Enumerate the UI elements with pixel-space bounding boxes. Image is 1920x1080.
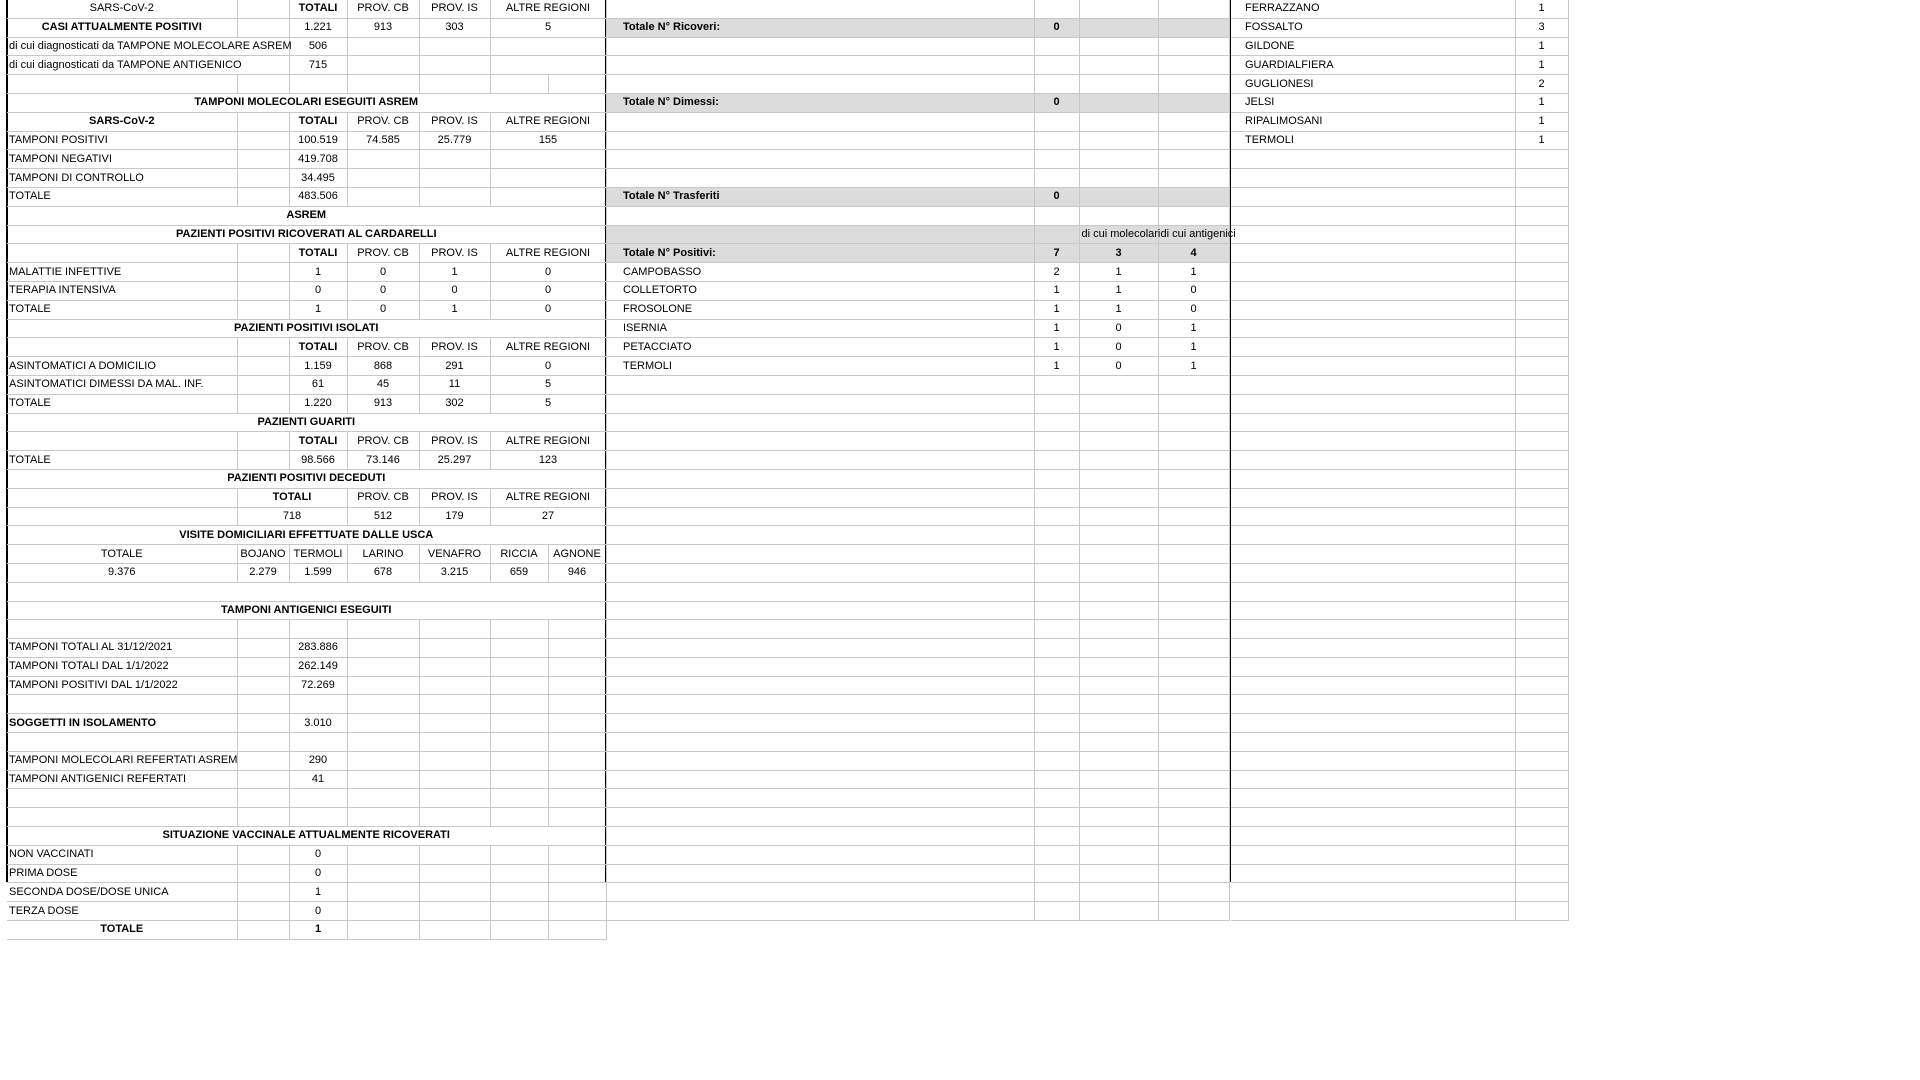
col-totali: TOTALI [289,432,347,451]
col-cb: PROV. CB [347,488,419,507]
vaccinale-totale-row [7,921,606,940]
isolamento-value: 3.010 [289,714,347,733]
vaccinale-row-value: 0 [289,864,347,883]
visite-header-cell: RICCIA [490,545,548,564]
positivi-comune: ISERNIA [607,319,1034,338]
col-totali: TOTALI [289,338,347,357]
cut-totali: TOTALI [289,0,347,18]
right-value: 1 [1515,56,1568,75]
ricoverati-row-altre: 0 [490,300,606,319]
table-row [607,338,1229,357]
positivi-tot: 1 [1034,319,1079,338]
visite-header-cell: AGNONE [548,545,606,564]
tamponi-row-label: TOTALE [7,187,237,206]
isolati-row-is: 291 [419,357,490,376]
refertati-row-value: 290 [289,751,347,770]
isolati-row-is: 302 [419,394,490,413]
ricoverati-header-row [7,244,606,263]
isolati-row-label: ASINTOMATICI DIMESSI DA MAL. INF. [7,375,237,394]
ricoverati-row-cb: 0 [347,263,419,282]
table-row [7,357,606,376]
right-comune: GILDONE [1231,37,1515,56]
tamponi-mol-title-row [7,93,606,112]
molecolare-value: 506 [289,37,347,56]
tamponi-row-label: TAMPONI POSITIVI [7,131,237,150]
isolamento-row [7,714,606,733]
molecolare-row [7,37,606,56]
visite-value-cell: 9.376 [7,563,237,582]
tamponi-header-totali: TOTALI [289,112,347,131]
positivi-tot: 1 [1034,300,1079,319]
ricoverati-row-altre: 0 [490,281,606,300]
isolati-row-altre: 5 [490,394,606,413]
deceduti-title-row [7,469,606,488]
col-is: PROV. IS [419,488,490,507]
list-item [1231,18,1568,37]
deceduti-is: 179 [419,507,490,526]
middle-panel [607,0,1236,882]
cut-is: PROV. IS [419,0,490,18]
refertati-row-label: TAMPONI MOLECOLARI REFERTATI ASREM [7,751,237,770]
col-altre: ALTRE REGIONI [490,338,606,357]
visite-value-cell: 1.599 [289,563,347,582]
ricoverati-row-is: 1 [419,263,490,282]
trasferiti-label: Totale N° Trasferiti [607,187,1034,206]
antigenici-row-label: TAMPONI TOTALI AL 31/12/2021 [7,639,237,658]
table-row [7,845,606,864]
vaccinale-totale-label: TOTALE [7,921,237,940]
tamponi-row-totali: 419.708 [289,150,347,169]
tamponi-header-cb: PROV. CB [347,112,419,131]
visite-values-row [7,563,606,582]
antigenico-row [7,56,606,75]
guariti-title-row [7,413,606,432]
positivi-ant-cell: 1 [1158,319,1229,338]
table-row [7,394,606,413]
positivi-mol-cell: 0 [1079,319,1158,338]
table-row [7,451,606,470]
right-comune: FOSSALTO [1231,18,1515,37]
left-sheet-table [7,0,607,940]
positivi-comune: COLLETORTO [607,281,1034,300]
positivi-mol-cell: 1 [1079,263,1158,282]
col-is: PROV. IS [419,244,490,263]
casi-altre: 5 [490,18,606,37]
positivi-value: 7 [1034,244,1079,263]
list-item [1231,75,1568,94]
positivi-ant: 4 [1158,244,1229,263]
list-item [1231,112,1568,131]
vaccinale-row-label: NON VACCINATI [7,845,237,864]
ricoverati-row-cb: 0 [347,300,419,319]
ricoveri-row [607,18,1229,37]
table-row [7,131,606,150]
table-row [7,169,606,188]
tamponi-row-is: 25.779 [419,131,490,150]
col-cb: PROV. CB [347,244,419,263]
table-row [7,770,606,789]
tamponi-row-altre: 155 [490,131,606,150]
positivi-subheader-row [607,225,1229,244]
visite-title: VISITE DOMICILIARI EFFETTUATE DALLE USCA [7,526,606,545]
positivi-comune: FROSOLONE [607,300,1034,319]
positivi-mol-cell: 0 [1079,357,1158,376]
right-value: 3 [1515,18,1568,37]
positivi-tot: 1 [1034,357,1079,376]
casi-label: CASI ATTUALMENTE POSITIVI [7,18,237,37]
table-row [607,263,1229,282]
table-row [607,357,1229,376]
antigenici-row-value: 262.149 [289,657,347,676]
vaccinale-row-value: 1 [289,883,347,902]
tamponi-row-cb: 74.585 [347,131,419,150]
deceduti-totali: 718 [237,507,347,526]
right-value: 1 [1515,93,1568,112]
table-row [7,902,606,921]
right-comune: GUGLIONESI [1231,75,1515,94]
ricoverati-title: PAZIENTI POSITIVI RICOVERATI AL CARDARELLI [7,225,606,244]
cut-altre: ALTRE REGIONI [490,0,606,18]
tamponi-header-is: PROV. IS [419,112,490,131]
right-cut-row [1231,0,1568,18]
isolati-row-totali: 61 [289,375,347,394]
ricoverati-row-totali: 1 [289,263,347,282]
positivi-tot: 1 [1034,281,1079,300]
positivi-row [607,244,1229,263]
tamponi-row-totali: 483.506 [289,187,347,206]
table-row [7,187,606,206]
ricoverati-title-row [7,225,606,244]
col-cb: PROV. CB [347,338,419,357]
right-comune: RIPALIMOSANI [1231,112,1515,131]
right-value: 2 [1515,75,1568,94]
guariti-row-label: TOTALE [7,451,237,470]
col-cb: PROV. CB [347,432,419,451]
casi-totali: 1.221 [289,18,347,37]
vaccinale-row-label: SECONDA DOSE/DOSE UNICA [7,883,237,902]
visite-value-cell: 659 [490,563,548,582]
antigenici-title: TAMPONI ANTIGENICI ESEGUITI [7,601,606,620]
list-item [1231,56,1568,75]
molecolare-label: di cui diagnosticati da TAMPONE MOLECOLARE ASREM [7,37,289,56]
visite-header-cell: BOJANO [237,545,289,564]
refertati-row-label: TAMPONI ANTIGENICI REFERTATI [7,770,237,789]
table-row [7,676,606,695]
tamponi-row-label: TAMPONI NEGATIVI [7,150,237,169]
cut-cb: PROV. CB [347,0,419,18]
col-is: PROV. IS [419,432,490,451]
isolati-title-row [7,319,606,338]
table-row [7,751,606,770]
vaccinale-row-label: TERZA DOSE [7,902,237,921]
ricoverati-row-is: 0 [419,281,490,300]
left-panel [7,0,606,936]
right-cut-comune: FERRAZZANO [1231,0,1515,18]
positivi-ant-cell: 1 [1158,338,1229,357]
vaccinale-title: SITUAZIONE VACCINALE ATTUALMENTE RICOVERATI [7,827,606,846]
positivi-ant-cell: 1 [1158,357,1229,376]
right-cut-value: 1 [1515,0,1568,18]
visite-header-cell: VENAFRO [419,545,490,564]
col-molecolari: di cui molecolari [1079,225,1158,244]
positivi-tot: 1 [1034,338,1079,357]
positivi-ant-cell: 1 [1158,263,1229,282]
isolati-row-cb: 45 [347,375,419,394]
positivi-mol-cell: 1 [1079,300,1158,319]
antigenici-row-value: 283.886 [289,639,347,658]
table-row [7,281,606,300]
positivi-ant-cell: 0 [1158,300,1229,319]
isolati-title: PAZIENTI POSITIVI ISOLATI [7,319,606,338]
table-row [7,375,606,394]
table-row [7,639,606,658]
vaccinale-totale-value: 1 [289,921,347,940]
isolati-row-label: ASINTOMATICI A DOMICILIO [7,357,237,376]
visite-value-cell: 946 [548,563,606,582]
col-totali: TOTALI [237,488,347,507]
visite-header-cell: TERMOLI [289,545,347,564]
table-row [7,507,606,526]
list-item [1231,93,1568,112]
asrem-row [7,206,606,225]
right-panel [1231,0,1568,882]
right-sheet-table [1231,0,1569,921]
isolati-row-totali: 1.220 [289,394,347,413]
vaccinale-title-row [7,827,606,846]
guariti-header-row [7,432,606,451]
visite-value-cell: 678 [347,563,419,582]
visite-value-cell: 2.279 [237,563,289,582]
deceduti-cb: 512 [347,507,419,526]
guariti-title: PAZIENTI GUARITI [7,413,606,432]
right-value: 1 [1515,131,1568,150]
tamponi-header-row [7,112,606,131]
guariti-row-is: 25.297 [419,451,490,470]
visite-header-cell: LARINO [347,545,419,564]
right-comune: JELSI [1231,93,1515,112]
col-totali: TOTALI [289,244,347,263]
isolati-row-cb: 868 [347,357,419,376]
positivi-mol-cell: 1 [1079,281,1158,300]
visite-header-cell: TOTALE [7,545,237,564]
isolati-header-row [7,338,606,357]
isolamento-label: SOGGETTI IN ISOLAMENTO [7,714,237,733]
table-row [7,883,606,902]
tamponi-header-label: SARS-CoV-2 [7,112,237,131]
middle-sheet-table [607,0,1236,921]
ricoverati-row-totali: 0 [289,281,347,300]
dimessi-row [607,93,1229,112]
ricoveri-value: 0 [1034,18,1079,37]
isolati-row-cb: 913 [347,394,419,413]
vaccinale-row-value: 0 [289,845,347,864]
isolati-row-altre: 0 [490,357,606,376]
ricoverati-row-label: TOTALE [7,300,237,319]
col-is: PROV. IS [419,338,490,357]
isolati-row-totali: 1.159 [289,357,347,376]
casi-cb: 913 [347,18,419,37]
col-altre: ALTRE REGIONI [490,432,606,451]
table-row [607,300,1229,319]
positivi-comune: TERMOLI [607,357,1034,376]
list-item [1231,37,1568,56]
table-row [607,281,1229,300]
cut-header-row [7,0,606,18]
table-row [7,864,606,883]
table-row [7,657,606,676]
trasferiti-row [607,187,1229,206]
list-item [1231,131,1568,150]
positivi-ant-cell: 0 [1158,281,1229,300]
antigenico-label: di cui diagnosticati da TAMPONE ANTIGENICO [7,56,289,75]
table-row [7,150,606,169]
visite-header-row [7,545,606,564]
ricoverati-row-is: 1 [419,300,490,319]
casi-is: 303 [419,18,490,37]
deceduti-title: PAZIENTI POSITIVI DECEDUTI [7,469,606,488]
right-value: 1 [1515,37,1568,56]
asrem-label: ASREM [7,206,606,225]
guariti-row-altre: 123 [490,451,606,470]
ricoveri-label: Totale N° Ricoveri: [607,18,1034,37]
positivi-label: Totale N° Positivi: [607,244,1034,263]
refertati-row-value: 41 [289,770,347,789]
positivi-mol: 3 [1079,244,1158,263]
tamponi-row-label: TAMPONI DI CONTROLLO [7,169,237,188]
isolati-row-is: 11 [419,375,490,394]
vaccinale-row-label: PRIMA DOSE [7,864,237,883]
right-comune: GUARDIALFIERA [1231,56,1515,75]
guariti-row-totali: 98.566 [289,451,347,470]
tamponi-header-altre: ALTRE REGIONI [490,112,606,131]
guariti-row-cb: 73.146 [347,451,419,470]
ricoverati-row-totali: 1 [289,300,347,319]
antigenico-value: 715 [289,56,347,75]
positivi-mol-cell: 0 [1079,338,1158,357]
col-altre: ALTRE REGIONI [490,488,606,507]
antigenici-row-label: TAMPONI POSITIVI DAL 1/1/2022 [7,676,237,695]
antigenici-row-value: 72.269 [289,676,347,695]
dimessi-label: Totale N° Dimessi: [607,93,1034,112]
isolati-row-label: TOTALE [7,394,237,413]
trasferiti-value: 0 [1034,187,1079,206]
deceduti-header-row [7,488,606,507]
deceduti-altre: 27 [490,507,606,526]
antigenici-title-row [7,601,606,620]
ricoverati-row-cb: 0 [347,281,419,300]
positivi-tot: 2 [1034,263,1079,282]
antigenici-row-label: TAMPONI TOTALI DAL 1/1/2022 [7,657,237,676]
right-comune: TERMOLI [1231,131,1515,150]
col-altre: ALTRE REGIONI [490,244,606,263]
visite-value-cell: 3.215 [419,563,490,582]
cut-label: SARS-CoV-2 [7,0,237,18]
visite-title-row [7,526,606,545]
tamponi-row-totali: 34.495 [289,169,347,188]
dimessi-value: 0 [1034,93,1079,112]
tamponi-mol-title: TAMPONI MOLECOLARI ESEGUITI ASREM [7,93,606,112]
right-value: 1 [1515,112,1568,131]
ricoverati-row-label: TERAPIA INTENSIVA [7,281,237,300]
isolati-row-altre: 5 [490,375,606,394]
tamponi-row-totali: 100.519 [289,131,347,150]
casi-row [7,18,606,37]
ricoverati-row-label: MALATTIE INFETTIVE [7,263,237,282]
positivi-comune: CAMPOBASSO [607,263,1034,282]
positivi-comune: PETACCIATO [607,338,1034,357]
ricoverati-row-altre: 0 [490,263,606,282]
col-antigenici: di cui antigenici [1158,225,1229,244]
vaccinale-row-value: 0 [289,902,347,921]
table-row [7,300,606,319]
table-row [7,263,606,282]
table-row [607,319,1229,338]
